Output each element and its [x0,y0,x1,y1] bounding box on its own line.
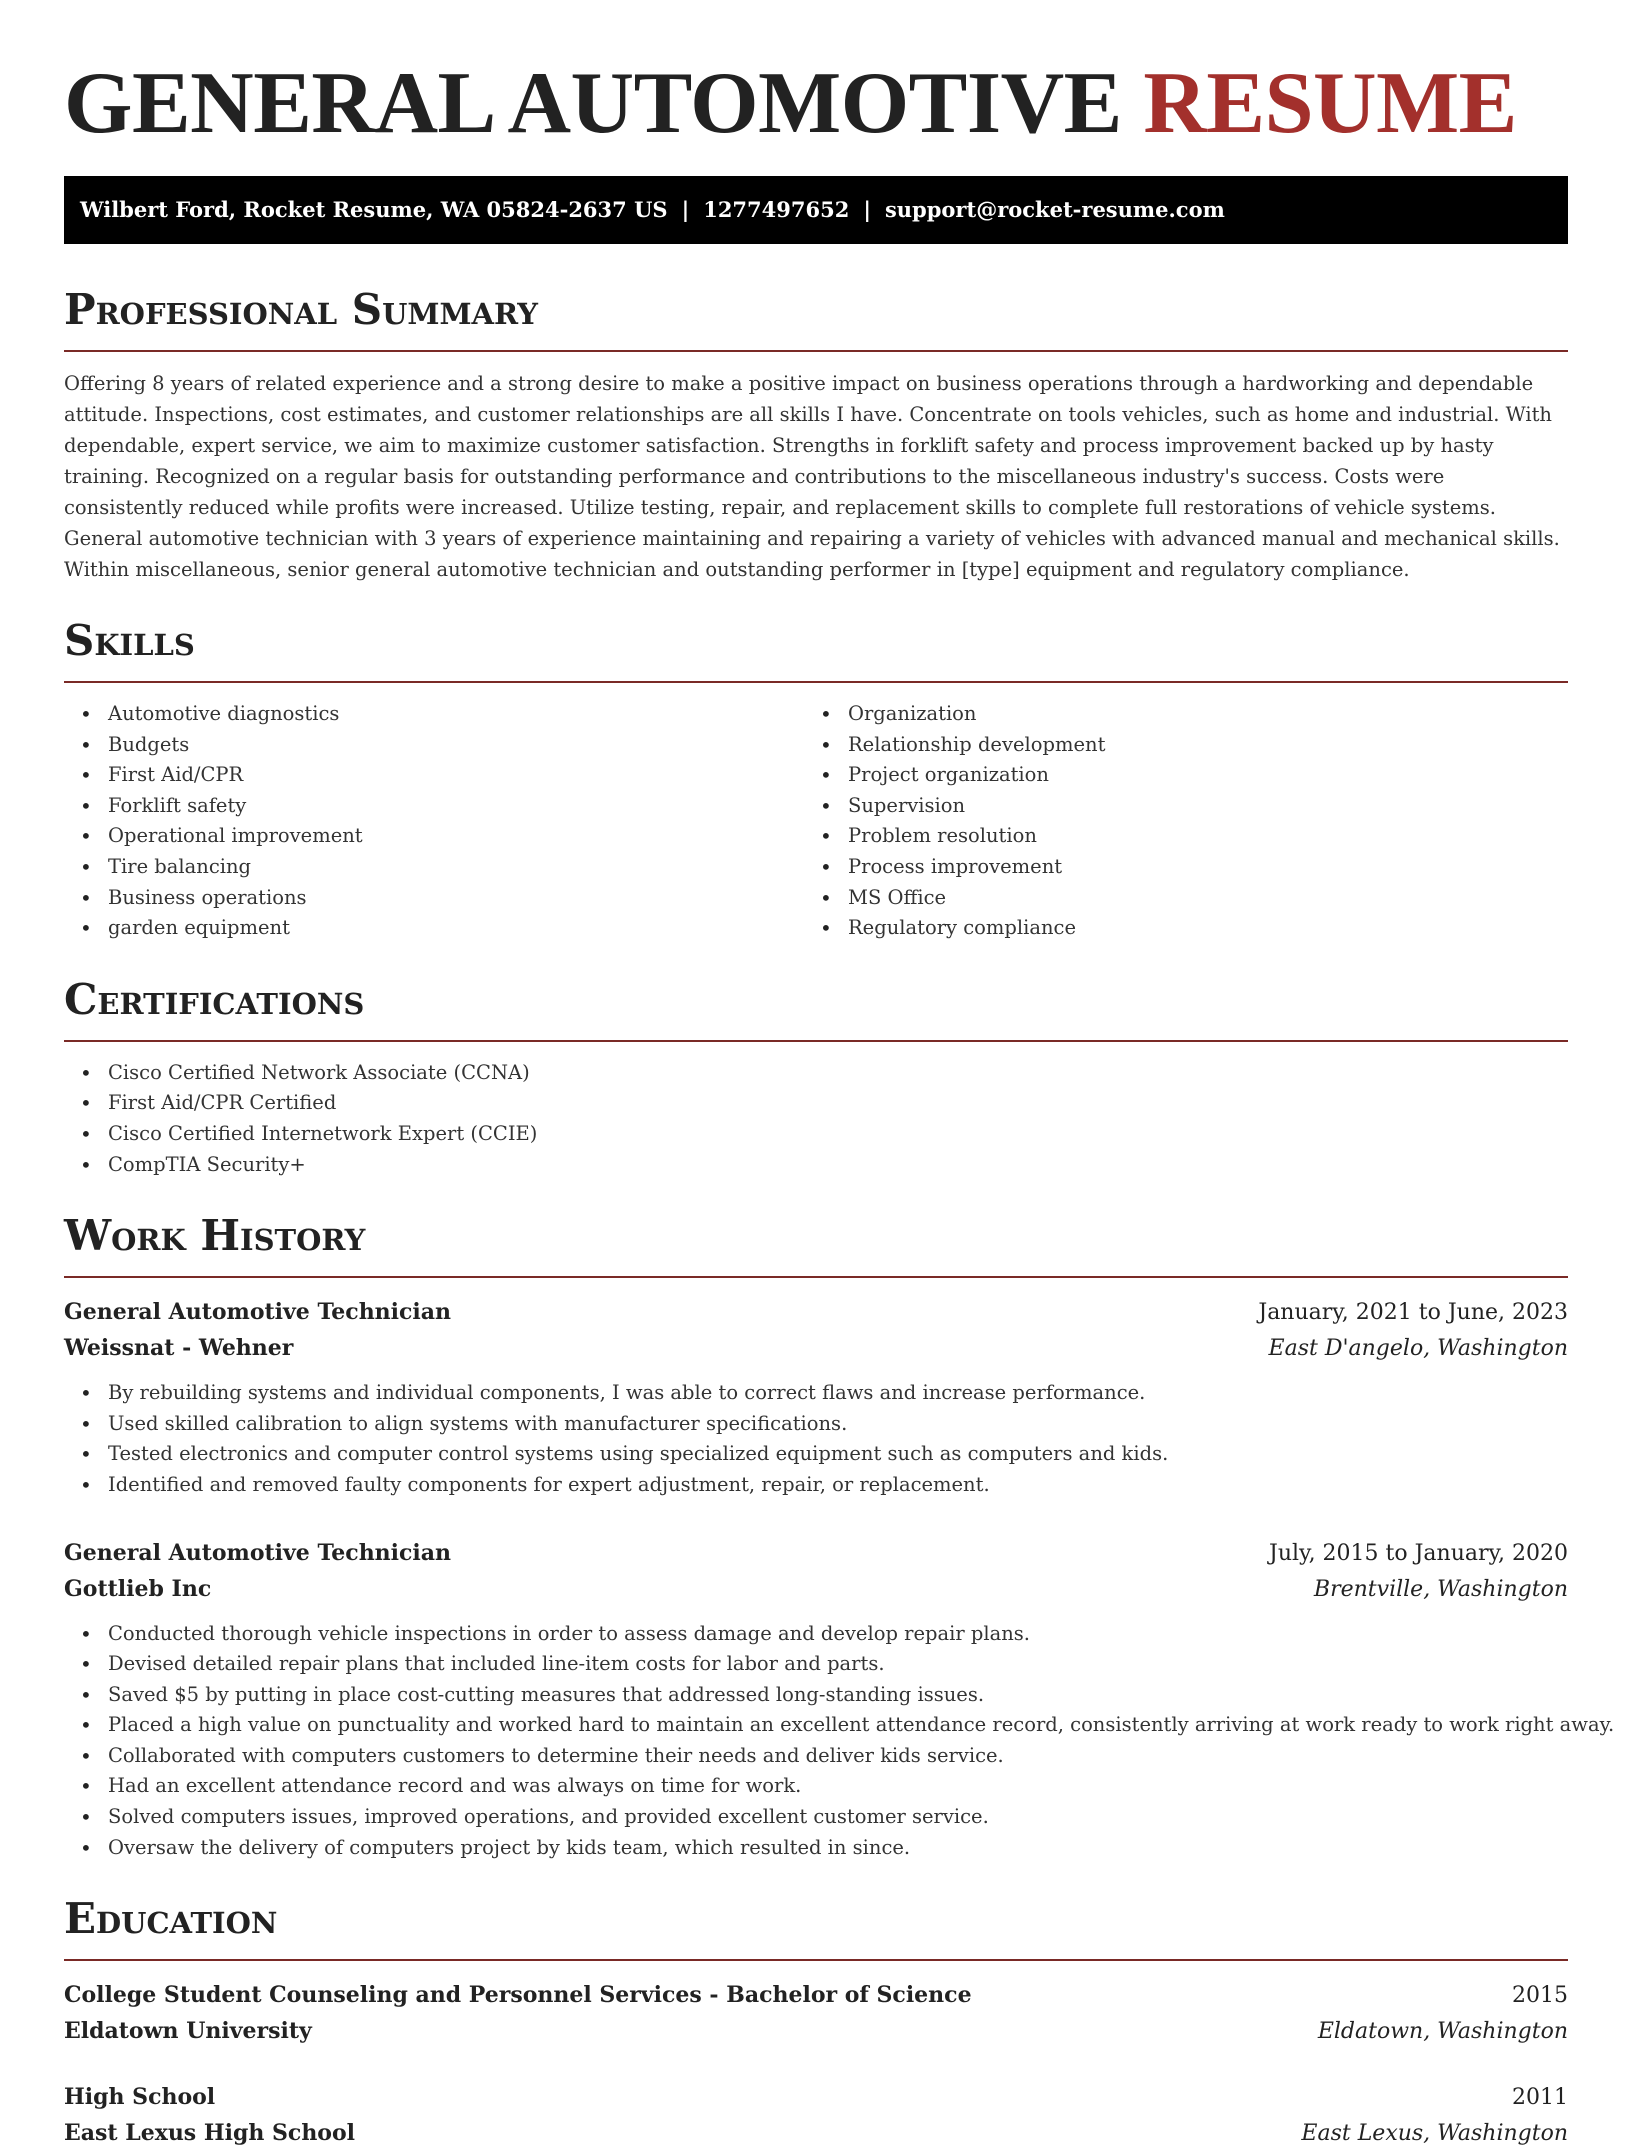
job-bullet: • Tested electronics and computer control systems using specialized equipment such as computers and kids. [64,1439,1568,1470]
certifications-section [64,974,1568,1180]
section-heading-work-history: Work History [64,1211,366,1261]
job-entry [64,1535,1615,1864]
certification-item: • CompTIA Security+ [64,1150,1568,1181]
resume-title [64,54,1568,172]
job-dates: January, 2021 to June, 2023 [1258,1300,1568,1326]
section-divider [64,1040,1568,1042]
job-location: Brentville, Washington [1313,1576,1568,1602]
skill-item: • Regulatory compliance [804,913,1544,944]
job-bullet: • Conducted thorough vehicle inspections in order to assess damage and develop repair plans. [64,1619,1568,1650]
job-company: Gottlieb Inc [64,1575,212,1602]
job-bullets [64,1378,1568,1500]
job-company-row [64,1330,1568,1366]
education-location: Eldatown, Washington [1317,2019,1568,2045]
job-company: Weissnat - Wehner [64,1335,294,1362]
contact-separator: | [681,197,690,222]
job-bullet: • Devised detailed repair plans that included line-item costs for labor and parts. [64,1649,1568,1680]
job-bullet: • Had an excellent attendance record and was always on time for work. [64,1771,1568,1802]
skills-columns [64,699,1568,944]
skill-item: • MS Office [804,883,1544,914]
education-school: Eldatown University [64,2018,312,2045]
skill-item: • Forklift safety [64,791,804,822]
job-bullet: • By rebuilding systems and individual components, I was able to correct flaws and increase performance. [64,1378,1568,1409]
education-section [64,1893,1568,2151]
skills-section [64,615,1568,944]
work-history-section [64,1210,1615,1863]
education-school: East Lexus High School [64,2120,356,2147]
job-title: General Automotive Technician [64,1539,452,1566]
skill-item: • Relationship development [804,730,1544,761]
contact-separator: | [863,197,871,222]
skill-item: • Process improvement [804,852,1544,883]
section-heading-skills: Skills [64,616,195,665]
education-degree: College Student Counseling and Personnel Services - Bachelor of Science [64,1982,972,2009]
skills-list-right [804,699,1544,944]
education-entry [64,2079,1568,2151]
job-header-row [64,1294,1568,1330]
title-main: GENERAL AUTOMOTIVE [64,55,1122,152]
contact-address: Wilbert Ford, Rocket Resume, WA 05824-2637 US [80,197,668,222]
job-bullet: • Solved computers issues, improved operations, and provided excellent customer service. [64,1802,1568,1833]
job-bullet: • Oversaw the delivery of computers project by kids team, which resulted in since. [64,1833,1568,1864]
skill-item: • Automotive diagnostics [64,699,804,730]
education-school-row [64,2115,1568,2151]
contact-bar [64,176,1568,244]
section-divider [64,1276,1568,1278]
summary-text: Offering 8 years of related experience and a strong desire to make a positive impact on business operations through a hardworking and dependable attitude. Inspections, cost estimates, and customer relationships are all skills I have. Concentrate on tools vehicles, such as home and industrial. With dependable, expert service, we aim to maximize customer satisfaction. Strengths in forklift safety and process improvement backed up by hasty training. Recognized on a regular basis for outstanding performance and contributions to the miscellaneous industry's success. Costs were consistently reduced while profits were increased. Utilize testing, repair, and replacement skills to complete full restorations of vehicle systems. General automotive technician with 3 years of experience maintaining and repairing a variety of vehicles with advanced manual and mechanical skills. Within miscellaneous, senior general automotive technician and outstanding performer in [type] equipment and regulatory compliance. [64,372,1560,581]
section-heading-certifications: Certifications [64,974,365,1024]
education-header-row [64,2079,1568,2115]
job-bullet: • Placed a high value on punctuality and worked hard to maintain an excellent attendance record, consistently arriving at work ready to work right away. [64,1710,1568,1741]
job-location: East D'angelo, Washington [1268,1336,1568,1362]
section-divider [64,350,1568,352]
job-bullets [64,1619,1615,1864]
skill-item: • garden equipment [64,913,804,944]
contact-email[interactable]: support@rocket-resume.com [884,197,1225,222]
education-school-row [64,2013,1568,2049]
education-header-row [64,1977,1568,2013]
job-entry [64,1294,1568,1500]
job-company-row [64,1571,1568,1607]
section-divider [64,681,1568,683]
certifications-list [64,1058,1568,1180]
skill-item: • Tire balancing [64,852,804,883]
education-degree: High School [64,2084,216,2111]
skill-item: • Supervision [804,791,1544,822]
certification-item: • Cisco Certified Network Associate (CCNA) [64,1058,1568,1089]
job-header-row [64,1535,1568,1571]
education-year: 2011 [1512,2085,1568,2111]
job-bullet: • Used skilled calibration to align systems with manufacturer specifications. [64,1409,1568,1440]
job-bullet: • Identified and removed faulty components for expert adjustment, repair, or replacement. [64,1470,1568,1501]
section-heading-education: Education [64,1894,278,1944]
education-entry [64,1977,1568,2049]
skill-item: • Business operations [64,883,804,914]
section-divider [64,1959,1568,1961]
contact-phone: 1277497652 [703,197,850,222]
summary-section [64,284,1568,585]
certification-item: • First Aid/CPR Certified [64,1088,1568,1119]
title-accent: RESUME [1143,55,1517,152]
skill-item: • Problem resolution [804,821,1544,852]
resume-page [64,0,1615,2151]
education-year: 2015 [1512,1983,1568,2009]
job-title: General Automotive Technician [64,1299,452,1326]
skill-item: • First Aid/CPR [64,760,804,791]
skill-item: • Budgets [64,730,804,761]
job-bullet: • Saved $5 by putting in place cost-cutting measures that addressed long-standing issues. [64,1680,1568,1711]
education-location: East Lexus, Washington [1301,2121,1568,2147]
section-heading-summary: Professional Summary [64,285,538,334]
skill-item: • Operational improvement [64,821,804,852]
job-dates: July, 2015 to January, 2020 [1269,1540,1568,1566]
skills-list-left [64,699,804,944]
skill-item: • Project organization [804,760,1544,791]
job-bullet: • Collaborated with computers customers to determine their needs and deliver kids service. [64,1741,1568,1772]
skill-item: • Organization [804,699,1544,730]
certification-item: • Cisco Certified Internetwork Expert (CCIE) [64,1119,1568,1150]
